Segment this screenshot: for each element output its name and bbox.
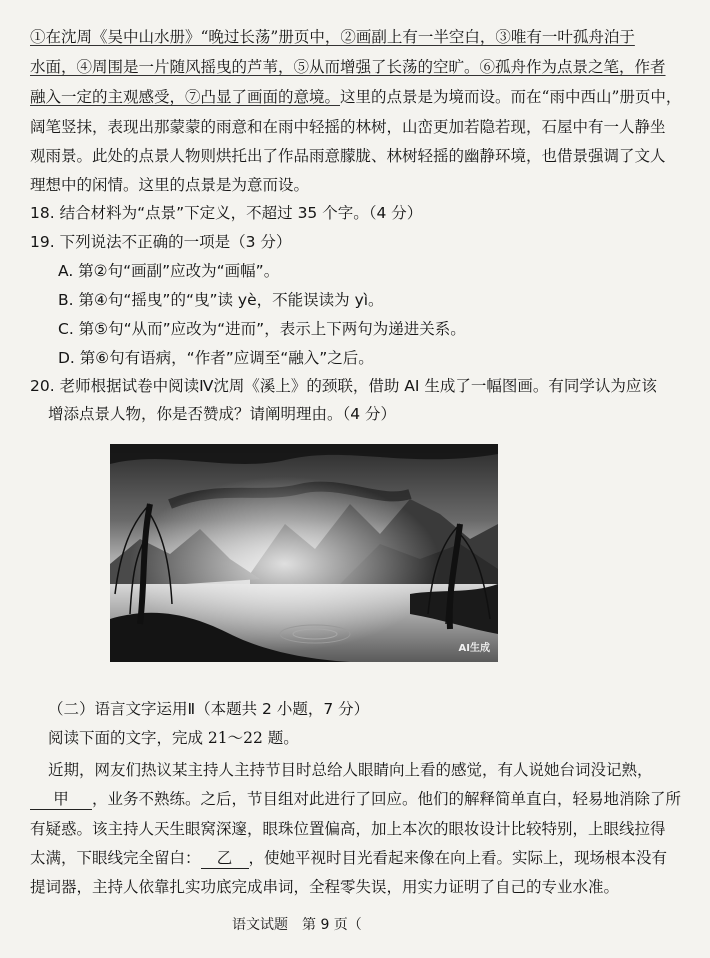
blank-a: 甲 — [30, 789, 92, 810]
passage-line-1: ①在沈周《吴中山水册》“晚过长荡”册页中，②画副上有一半空白，③唯有一叶孤舟泊于 — [30, 28, 635, 46]
paragraph-line-2 — [30, 786, 680, 812]
paragraph-line-4 — [30, 845, 680, 871]
passage-line-3 — [30, 84, 680, 110]
question-19-option-b: B. 第④句“摇曳”的“曳”读 yè，不能误读为 yì。 — [58, 291, 384, 309]
passage-line-4: 阔笔竖抹，表现出那蒙蒙的雨意和在雨中轻摇的林树，山峦更加若隐若现，石屋中有一人静坐 — [30, 118, 666, 136]
blank-b: 乙 — [201, 848, 249, 869]
paragraph-line-3: 有疑惑。该主持人天生眼窝深邃，眼珠位置偏高，加上本次的眼妆设计比较特别，上眼线拉得 — [30, 820, 666, 838]
paragraph-line-5: 提词器，主持人依靠扎实功底完成串词，全程零失误，用实力证明了自己的专业水准。 — [30, 878, 620, 896]
ai-landscape-painting — [110, 444, 498, 662]
paragraph-line-4-a: 太满，下眼线完全留白： — [30, 849, 201, 867]
question-20-line-1: 20. 老师根据试卷中阅读Ⅳ沈周《溪上》的颈联，借助 AI 生成了一幅图画。有同学认为应该 — [30, 377, 657, 395]
paragraph-line-2-text: ，业务不熟练。之后，节目组对此进行了回应。他们的解释简单直白，轻易地消除了所 — [92, 790, 682, 808]
section-2-heading: （二）语言文字运用Ⅱ（本题共 2 小题，7 分） — [48, 700, 370, 718]
passage-line-2: 水面，④周围是一片随风摇曳的芦苇，⑤从而增强了长荡的空旷。⑥孤舟作为点景之笔，作者 — [30, 58, 666, 76]
passage-line-6: 理想中的闲情。这里的点景是为意而设。 — [30, 176, 310, 194]
passage-line-5: 观雨景。此处的点景人物则烘托出了作品雨意朦胧、林树轻摇的幽静环境，也借景强调了文人 — [30, 147, 666, 165]
page-footer: 语文试题 第 9 页（ — [232, 917, 362, 933]
question-19-option-d: D. 第⑥句有语病，“作者”应调至“融入”之后。 — [58, 349, 374, 367]
passage-line-3-underlined: 融入一定的主观感受，⑦凸显了画面的意境。 — [30, 88, 341, 106]
question-19-stem: 19. 下列说法不正确的一项是（3 分） — [30, 233, 292, 251]
paragraph-line-1: 近期，网友们热议某主持人主持节目时总给人眼睛向上看的感觉，有人说她台词没记熟， — [48, 761, 653, 779]
ai-generated-watermark: AI生成 — [458, 643, 490, 654]
section-2-instruction: 阅读下面的文字，完成 21～22 题。 — [48, 729, 299, 747]
question-19-option-a: A. 第②句“画副”应改为“画幅”。 — [58, 262, 280, 280]
question-19-option-c: C. 第⑤句“从而”应改为“进而”，表示上下两句为递进关系。 — [58, 320, 466, 338]
painting-artwork — [110, 444, 498, 662]
question-20-line-2: 增添点景人物，你是否赞成？请阐明理由。（4 分） — [48, 405, 397, 423]
question-18: 18. 结合材料为“点景”下定义，不超过 35 个字。（4 分） — [30, 204, 423, 222]
paragraph-line-4-b: ，使她平视时目光看起来像在向上看。实际上，现场根本没有 — [248, 849, 668, 867]
passage-line-3-rest: 这里的点景是为境而设。而在“雨中西山”册页中， — [340, 88, 682, 106]
